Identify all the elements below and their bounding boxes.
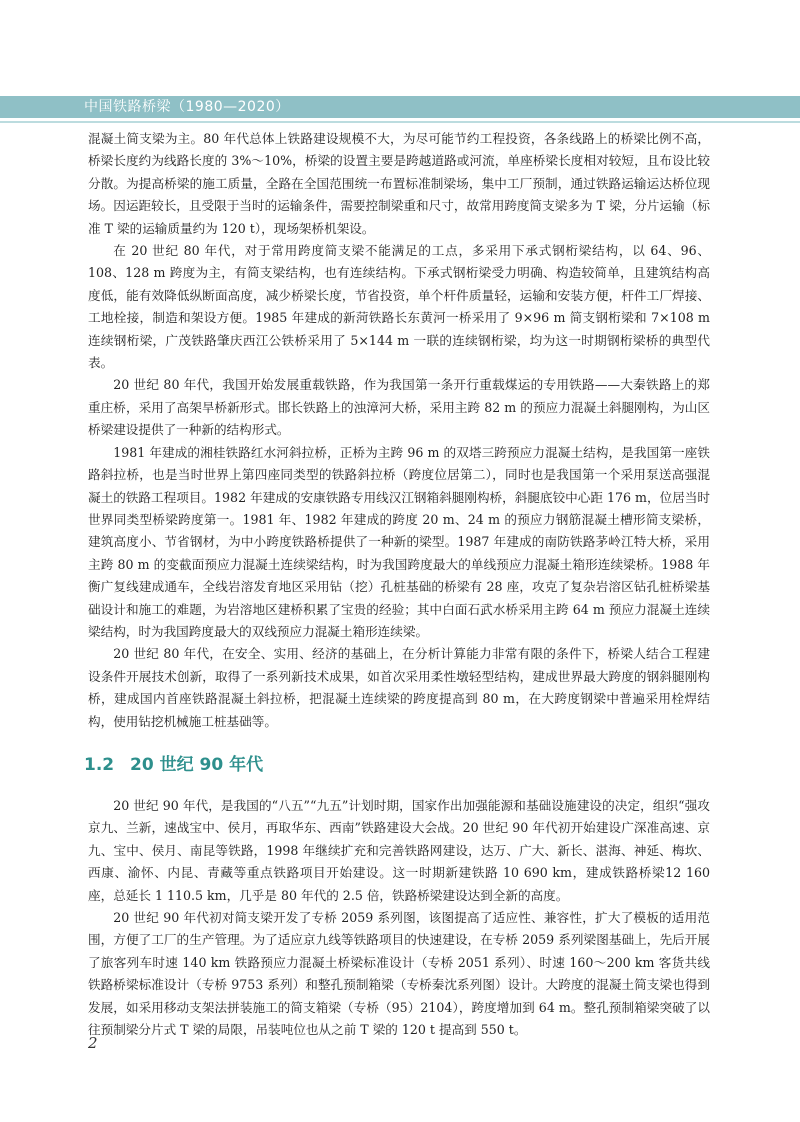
paragraph: 20 世纪 80 年代，在安全、实用、经济的基础上，在分析计算能力非常有限的条件下，桥梁人结合工程建设条件开展技术创新，取得了一系列新技术成果，如首次采用柔性墩轻型结构，建成世界最大跨度的钢斜腿刚构桥，建成国内首座铁路混凝土斜拉桥，把混凝土连续梁的跨度提高到 80 m，在大跨度钢梁中普遍采用栓焊结构，使用钻挖机械施工桩基础等。 [88, 646, 710, 729]
page-number: 2 [88, 1034, 98, 1052]
section-heading [84, 753, 710, 777]
section-title: 20 世纪 90 年代 [130, 754, 264, 775]
paragraph: 20 世纪 80 年代，我国开始发展重载铁路，作为我国第一条开行重载煤运的专用铁路——大秦铁路上的郑重庄桥，采用了高架旱桥新形式。邯长铁路上的浊漳河大桥，采用主跨 82 m 的预应力混凝土斜腿刚构，为山区桥梁建设提供了一种新的结构形式。 [88, 377, 710, 438]
paragraph: 20 世纪 90 年代，是我国的“八五”“九五”计划时期，国家作出加强能源和基础设施建设的决定，组织“强攻京九、兰新，速战宝中、侯月，再取华东、西南”铁路建设大会战。20 世纪 90 年代初开始建设广深准高速、京九、宝中、侯月、南昆等铁路，1998 年继续扩充和完善铁路网建设，达万、广大、新长、湛海、神延、梅坎、西康、渝怀、内昆、青藏等重点铁路项目开始建设。这一时期新建铁路 10 690 km，建成铁路桥梁12 160 座，总延长 1 110.5 km，几乎是 80 年代的 2.5 倍，铁路桥梁建设达到全新的高度。 [88, 797, 710, 903]
header-divider [0, 121, 800, 123]
section-number: 1.2 [84, 754, 115, 775]
paragraph: 混凝土简支梁为主。80 年代总体上铁路建设规模不大，为尽可能节约工程投资，各条线路上的桥梁比例不高，桥梁长度约为线路长度的 3%～10%，桥梁的设置主要是跨越道路或河流，单座桥梁长度相对较短，且布设比较分散。为提高桥梁的施工质量，全路在全国范围统一布置标准制梁场，集中工厂预制，通过铁路运输运达桥位现场。因运距较长，且受限于当时的运输条件，需要控制梁重和尺寸，故常用跨度简支梁多为 T 梁，分片运输（标准 T 梁的运输质量约为 120 t），现场架桥机架设。 [88, 131, 710, 236]
paragraph: 在 20 世纪 80 年代，对于常用跨度简支梁不能满足的工点，多采用下承式钢桁梁结构，以 64、96、108、128 m 跨度为主，有简支梁结构，也有连续结构。下承式钢桁梁受力明确、构造较简单，且建筑结构高度低，能有效降低纵断面高度，减少桥梁长度，节省投资，单个杆件质量轻，运输和安装方便，杆件工厂焊接、工地栓接，制造和架设方便。1985 年建成的新菏铁路长东黄河一桥采用了 9×96 m 简支钢桁梁和 7×108 m 连续钢桁梁，广茂铁路肇庆西江公铁桥采用了 5×144 m 一联的连续钢桁梁，均为这一时期钢桁梁桥的典型代表。 [88, 243, 710, 371]
paragraph: 20 世纪 90 年代初对简支梁开发了专桥 2059 系列图，该图提高了适应性、兼容性，扩大了模板的适用范围，方便了工厂的生产管理。为了适应京九线等铁路项目的快速建设，在专桥 2059 系列梁图基础上，先后开展了旅客列车时速 140 km 铁路预应力混凝土桥梁标准设计（专桥 2051 系列）、时速 160～200 km 客货共线铁路桥梁标准设计（专桥 9753 系列）和整孔预制箱梁（专桥秦沈系列图）设计。大跨度的混凝土简支梁也得到发展，如采用移动支架法拼装施工的简支箱梁（专桥（95）2104），跨度增加到 64 m。整孔预制箱梁突破了以往预制梁分片式 T 梁的局限，吊装吨位也从之前 T 梁的 120 t 提高到 550 t。 [88, 910, 710, 1038]
paragraph: 1981 年建成的湘桂铁路红水河斜拉桥，正桥为主跨 96 m 的双塔三跨预应力混凝土结构，是我国第一座铁路斜拉桥，也是当时世界上第四座同类型的铁路斜拉桥（跨度位居第二），同时也是我国第一个采用泵送高强混凝土的铁路工程项目。1982 年建成的安康铁路专用线汉江钢箱斜腿刚构桥，斜腿底铰中心距 176 m，位居当时世界同类型桥梁跨度第一。1981 年、1982 年建成的跨度 20 m、24 m 的预应力钢筋混凝土槽形简支梁桥，建筑高度小、节省钢材，为中小跨度铁路桥提供了一种新的梁型。1987 年建成的南防铁路茅岭江特大桥，采用主跨 80 m 的变截面预应力混凝土连续梁结构，时为我国跨度最大的单线预应力混凝土箱形连续梁桥。1988 年衡广复线建成通车，全线岩溶发育地区采用钻（挖）孔桩基础的桥梁有 28 座，攻克了复杂岩溶区钻孔桩桥梁基础设计和施工的难题，为岩溶地区建桥积累了宝贵的经验；其中白面石武水桥采用主跨 64 m 预应力混凝土连续梁结构，时为我国跨度最大的双线预应力混凝土箱形连续梁。 [88, 444, 710, 639]
running-header-title: 中国铁路桥梁（1980—2020） [84, 99, 290, 115]
body-text [84, 128, 710, 1041]
